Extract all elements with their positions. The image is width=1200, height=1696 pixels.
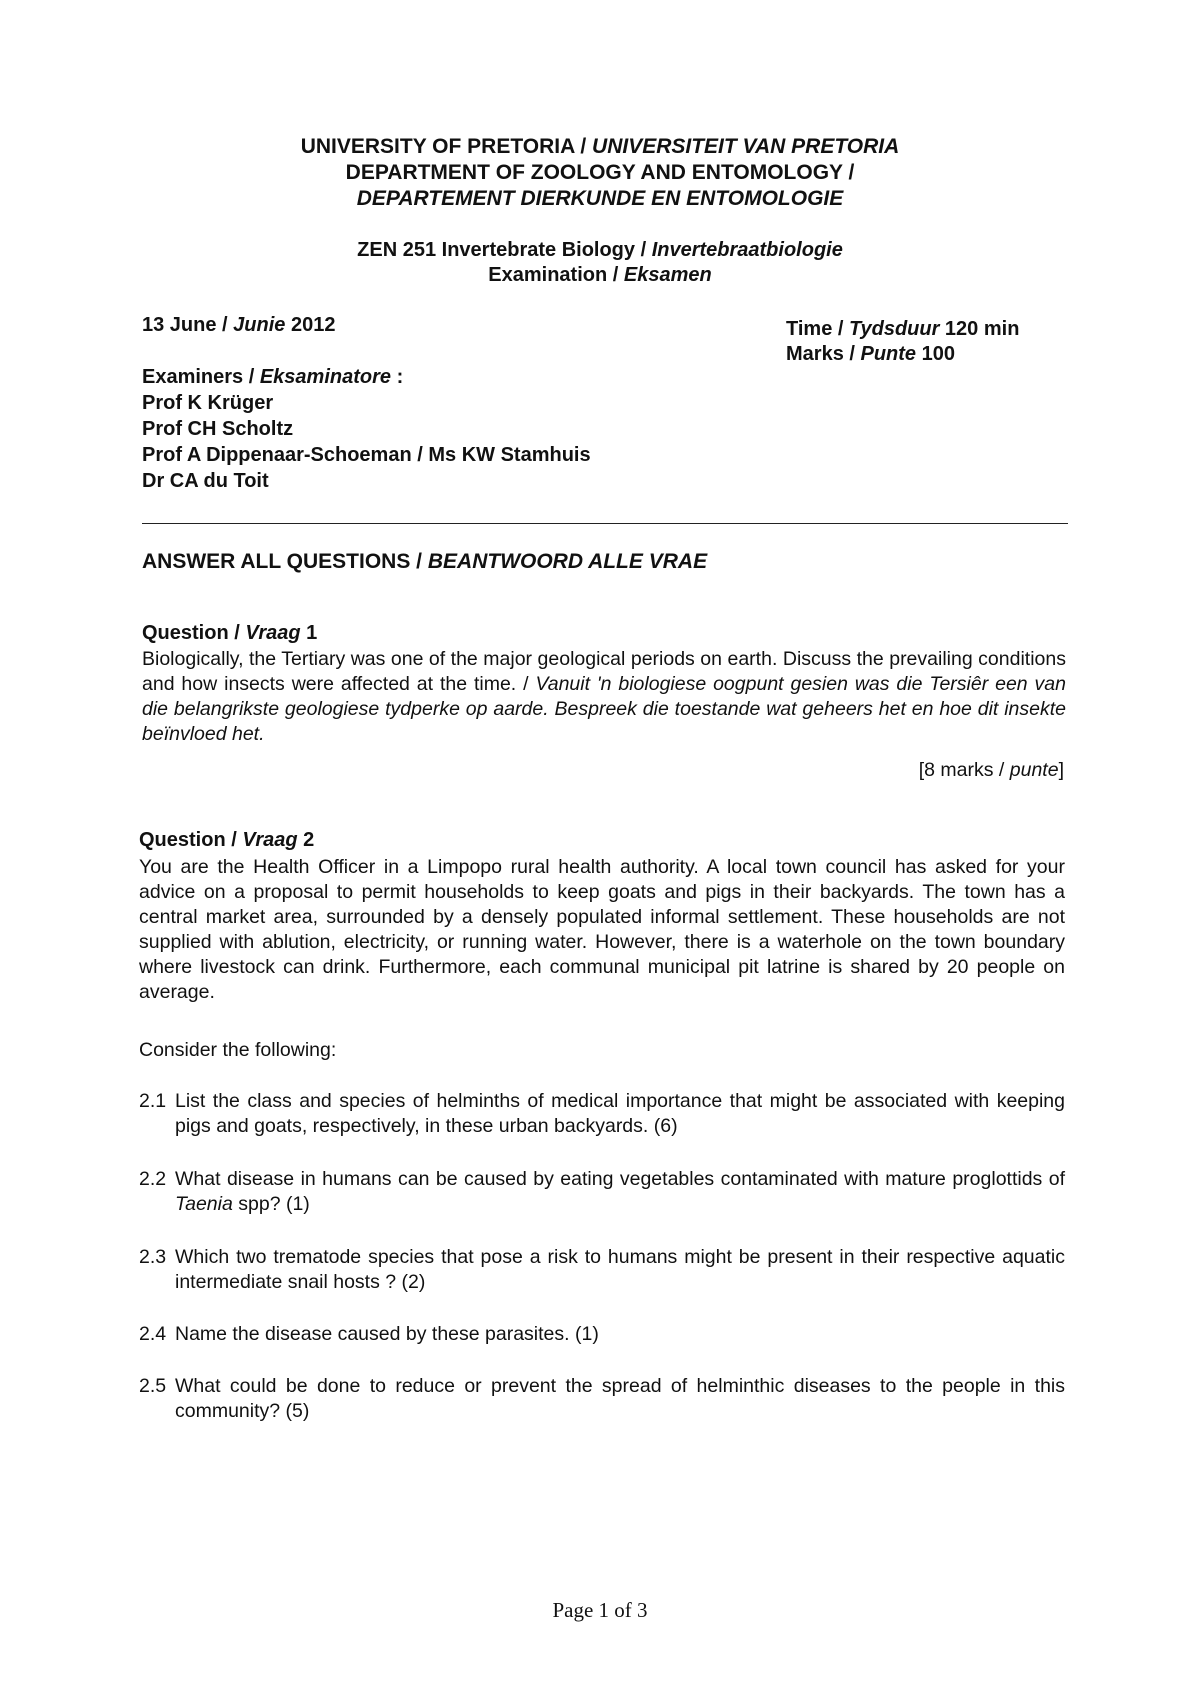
item-number: 2.1	[139, 1090, 167, 1112]
question-2-heading: Question / Vraag 2	[139, 829, 315, 851]
item-number: 2.3	[139, 1246, 167, 1268]
exam-marks: Marks / Punte 100	[786, 343, 955, 365]
page-number: Page 1 of 3	[552, 1598, 648, 1622]
question-1-text: Biologically, the Tertiary was one of the major geological periods on earth. Discuss the prevailing conditions and how insects were affected at the time. / Vanuit 'n biologiese oogpunt gesien was die Tersiêr een van die belangrikste geologiese tydperke op aarde. Bespreek die toestande wat geheers het en hoe dit insekte beïnvloed het.	[142, 648, 1066, 745]
question-1-heading: Question / Vraag 1	[142, 622, 318, 644]
exam-duration: Time / Tydsduur 120 min	[786, 318, 1020, 340]
instruction: ANSWER ALL QUESTIONS / BEANTWOORD ALLE VRAE	[142, 550, 708, 573]
item-number: 2.5	[139, 1375, 167, 1397]
question-2-scenario: You are the Health Officer in a Limpopo rural health authority. A local town council has asked for your advice on a proposal to permit households to keep goats and pigs in their backyards. The town has a central market area, surrounded by a densely populated informal settlement. These households are not supplied with ablution, electricity, or running water. However, there is a waterhole on the town boundary where livestock can drink. Furthermore, each communal municipal pit latrine is shared by 20 people on average.	[139, 856, 1065, 1003]
examiners-block	[142, 364, 591, 494]
list-item	[139, 1374, 1065, 1424]
item-number: 2.2	[139, 1168, 167, 1190]
list-item	[139, 1245, 1065, 1295]
examiner-name: Prof K Krüger	[142, 392, 274, 414]
question-1-marks: [8 marks / punte]	[918, 759, 1064, 781]
divider	[142, 523, 1068, 524]
list-item	[139, 1167, 1065, 1217]
department-title: DEPARTMENT OF ZOOLOGY AND ENTOMOLOGY /	[345, 161, 855, 184]
list-item	[139, 1322, 1065, 1347]
examiners-heading: Examiners / Eksaminatore :	[142, 366, 404, 388]
item-text: Name the disease caused by these parasites. (1)	[175, 1323, 599, 1345]
item-text: What could be done to reduce or prevent the spread of helminthic diseases to the people in this community? (5)	[175, 1375, 1065, 1422]
consider-label: Consider the following:	[139, 1039, 337, 1061]
examiner-name: Dr CA du Toit	[142, 470, 269, 492]
item-text: Which two trematode species that pose a risk to humans might be present in their respective aquatic intermediate snail hosts ? (2)	[175, 1246, 1065, 1293]
university-title: UNIVERSITY OF PRETORIA / UNIVERSITEIT VAN PRETORIA	[300, 135, 900, 158]
list-item	[139, 1089, 1065, 1139]
course-title: ZEN 251 Invertebrate Biology / Invertebraatbiologie	[357, 239, 843, 261]
item-text: What disease in humans can be caused by eating vegetables contaminated with mature proglottids of Taenia spp? (1)	[175, 1168, 1065, 1215]
examiner-name: Prof CH Scholtz	[142, 418, 294, 440]
exam-date: 13 June / Junie 2012	[142, 314, 336, 336]
exam-title: Examination / Eksamen	[488, 264, 712, 286]
item-text: List the class and species of helminths of medical importance that might be associated with keeping pigs and goats, respectively, in these urban backyards. (6)	[175, 1090, 1065, 1137]
item-number: 2.4	[139, 1323, 167, 1345]
department-title-afrikaans: DEPARTEMENT DIERKUNDE EN ENTOMOLOGIE	[356, 187, 844, 210]
examiner-name: Prof A Dippenaar-Schoeman / Ms KW Stamhuis	[142, 444, 591, 466]
